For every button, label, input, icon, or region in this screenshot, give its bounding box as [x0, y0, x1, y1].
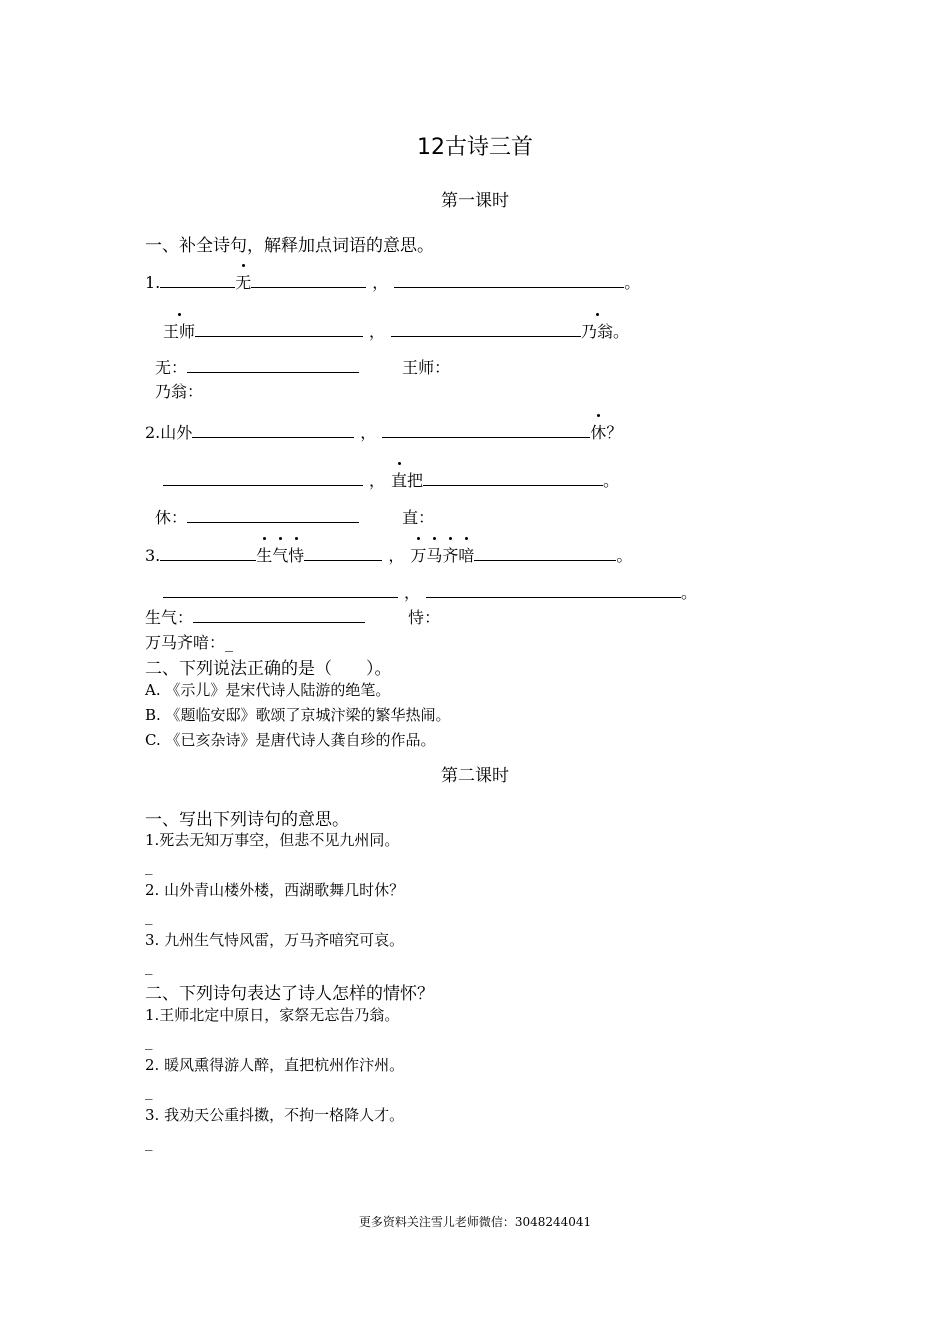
- feeling-item-2: 2. 暖风熏得游人醉，直把杭州作汴州。: [145, 1056, 405, 1074]
- answer-blank-xiu[interactable]: [187, 505, 359, 523]
- blank[interactable]: [394, 270, 624, 288]
- comma: ，: [404, 583, 421, 602]
- page-title: 12古诗三首: [417, 135, 533, 160]
- period: 。: [613, 322, 630, 341]
- blank[interactable]: [163, 580, 398, 598]
- period: 。: [603, 471, 620, 490]
- label-wangshi: 王师：: [402, 358, 451, 377]
- q1-line2: [163, 319, 629, 342]
- answer-blank-shengqi[interactable]: [193, 605, 365, 623]
- answer-blank-wu[interactable]: [187, 355, 359, 373]
- q2-start: 山外: [160, 423, 193, 442]
- blank[interactable]: [251, 270, 366, 288]
- blank[interactable]: [195, 319, 363, 337]
- option-b[interactable]: B. 《题临安邸》歌颂了京城汴梁的繁华热闹。: [145, 706, 451, 724]
- comma: ，: [369, 471, 386, 490]
- comma: ，: [388, 546, 405, 565]
- blank[interactable]: [423, 468, 603, 486]
- q2-line2: [163, 468, 619, 491]
- q3-answer-row: [145, 605, 440, 628]
- blank[interactable]: [163, 468, 363, 486]
- meaning-item-2: 2. 山外青山楼外楼，西湖歌舞几时休？: [145, 881, 405, 899]
- label-naiweng: 乃翁：: [155, 382, 204, 401]
- meaning-item-1: 1.死去无知万事空，但悲不见九州同。: [145, 831, 400, 849]
- comma: ，: [369, 322, 386, 341]
- blank[interactable]: [426, 580, 681, 598]
- blank[interactable]: [160, 543, 256, 561]
- lesson1-section2-heading: 二、下列说法正确的是（ ）。: [145, 659, 392, 679]
- zhiba: 直把: [391, 471, 423, 490]
- answer-blank[interactable]: _: [145, 957, 153, 975]
- q2-line1: [145, 420, 622, 443]
- feeling-item-1: 1.王师北定中原日，家祭无忘告乃翁。: [145, 1006, 400, 1024]
- q1-line1: [145, 270, 640, 293]
- label-zhi: 直：: [402, 508, 435, 527]
- dotted-word-xiu: 休: [590, 420, 606, 443]
- dotted-word-wangshi: 王师: [163, 319, 195, 342]
- question-mark: ？: [606, 423, 623, 442]
- blank[interactable]: [391, 319, 581, 337]
- q1-number: 1.: [145, 273, 161, 292]
- q1-answer-row: [155, 355, 450, 378]
- dotted-word-wu: 无: [235, 270, 251, 293]
- q3-line2: [163, 580, 697, 603]
- period: 。: [616, 546, 633, 565]
- q3-line1: [145, 543, 632, 566]
- lesson2-heading: 第二课时: [441, 766, 509, 786]
- label-shi: 恃：: [408, 608, 441, 627]
- blank[interactable]: [192, 420, 354, 438]
- period: 。: [624, 273, 641, 292]
- dotted-word-wanmaqiyin: 万马齐喑: [410, 546, 474, 565]
- blank[interactable]: [382, 420, 590, 438]
- blank[interactable]: [304, 543, 382, 561]
- answer-blank[interactable]: _: [145, 1032, 153, 1050]
- lesson2-section1-heading: 一、写出下列诗句的意思。: [145, 810, 349, 830]
- label-wanma: 万马齐喑：_: [145, 633, 234, 652]
- period: 。: [681, 583, 698, 602]
- comma: ，: [360, 423, 377, 442]
- blank[interactable]: [474, 543, 616, 561]
- answer-blank[interactable]: _: [145, 907, 153, 925]
- option-c[interactable]: C. 《已亥杂诗》是唐代诗人龚自珍的作品。: [145, 731, 436, 749]
- q2-answer-row: [155, 505, 434, 528]
- q2-number: 2.: [145, 423, 161, 442]
- lesson1-heading: 第一课时: [441, 191, 509, 211]
- footer-note: 更多资料关注雪儿老师微信：3048244041: [358, 1215, 592, 1229]
- q3-number: 3.: [145, 546, 161, 565]
- label-wu: 无：: [155, 358, 188, 377]
- feeling-item-3: 3. 我劝天公重抖擞，不拘一格降人才。: [145, 1106, 405, 1124]
- label-shengqi: 生气：: [145, 608, 194, 627]
- answer-blank[interactable]: _: [145, 1133, 153, 1151]
- lesson2-section2-heading: 二、下列诗句表达了诗人怎样的情怀？: [145, 984, 434, 1004]
- answer-blank[interactable]: _: [145, 1082, 153, 1100]
- lesson1-section1-heading: 一、补全诗句，解释加点词语的意思。: [145, 236, 434, 256]
- option-a[interactable]: A. 《示儿》是宋代诗人陆游的绝笔。: [145, 681, 391, 699]
- comma: ，: [372, 273, 389, 292]
- blank[interactable]: [160, 270, 235, 288]
- answer-blank[interactable]: _: [145, 857, 153, 875]
- meaning-item-3: 3. 九州生气恃风雷，万马齐喑究可哀。: [145, 931, 405, 949]
- label-xiu: 休：: [155, 508, 188, 527]
- dotted-word-shengqishi: 生气恃: [256, 546, 304, 565]
- dotted-word-zhi: 直: [391, 468, 407, 491]
- dotted-word-naiweng: 乃翁: [581, 319, 613, 342]
